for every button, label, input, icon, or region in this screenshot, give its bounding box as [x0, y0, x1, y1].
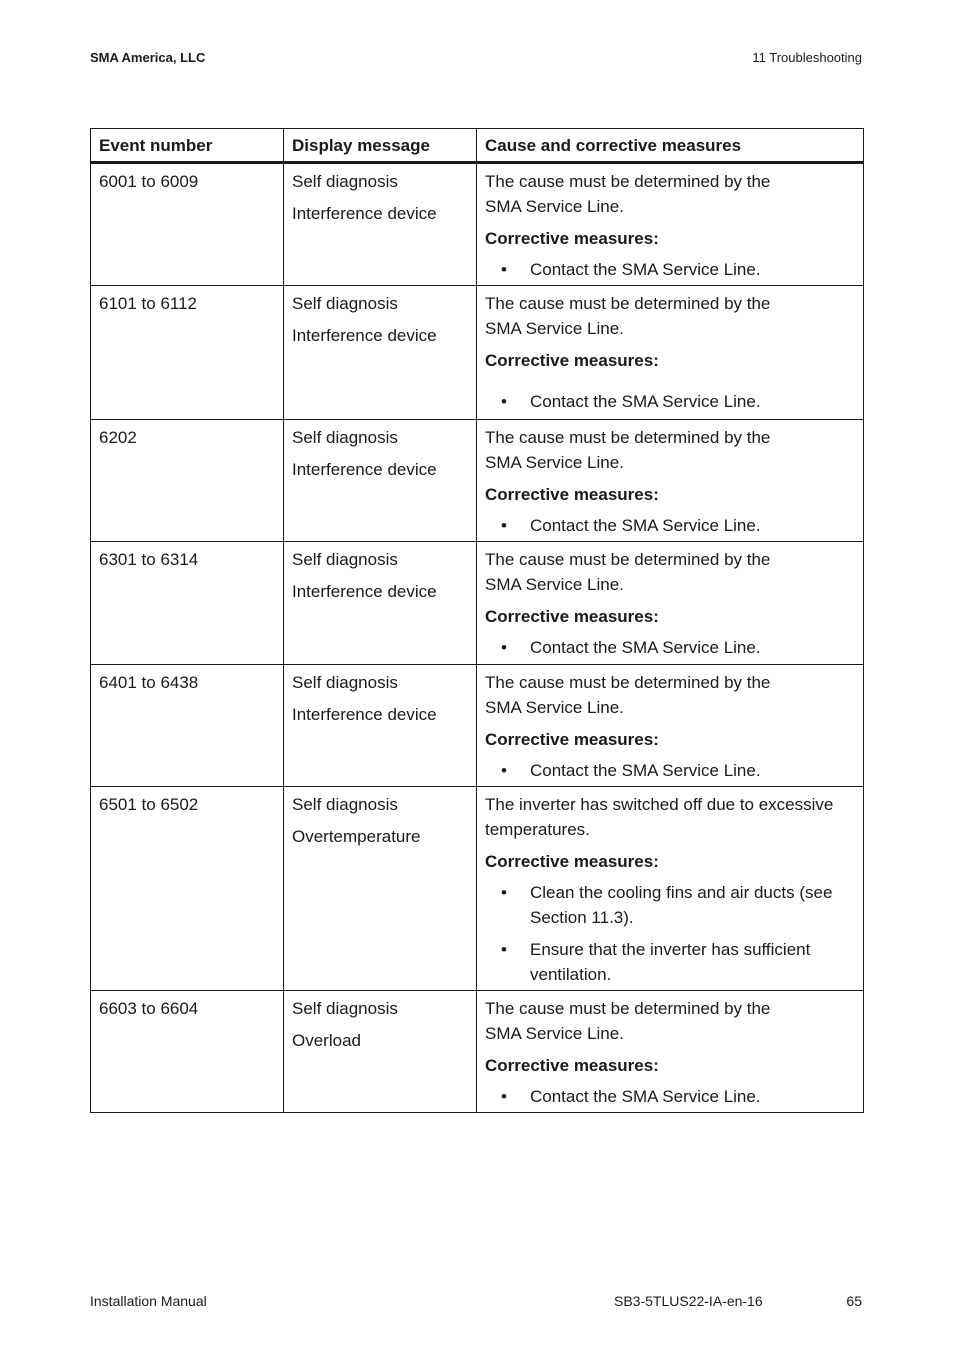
- display-message-cell: [284, 542, 477, 665]
- corrective-measures-label: Corrective measures:: [485, 852, 659, 871]
- corrective-measures-label: Corrective measures:: [485, 607, 659, 626]
- event-table: [90, 128, 864, 1113]
- table-header-row: [91, 129, 864, 163]
- cause-text: The cause must be determined by the: [485, 294, 771, 313]
- cause-text: The inverter has switched off due to excessive: [485, 795, 834, 814]
- cause-text: SMA Service Line.: [485, 197, 624, 216]
- measures-list: [485, 758, 855, 783]
- corrective-measures-label: Corrective measures:: [485, 351, 659, 370]
- cause-text: The cause must be determined by the: [485, 428, 771, 447]
- table-row: [91, 787, 864, 991]
- list-item: [485, 635, 855, 660]
- cause-text: SMA Service Line.: [485, 453, 624, 472]
- message-line: Interference device: [292, 460, 437, 479]
- message-line: Interference device: [292, 204, 437, 223]
- cause-text: The cause must be determined by the: [485, 673, 771, 692]
- display-message-cell: [284, 163, 477, 286]
- list-item: [485, 880, 855, 930]
- bullet-icon: •: [501, 516, 507, 535]
- cause-cell: [477, 665, 864, 787]
- event-number-cell: 6101 to 6112: [91, 286, 284, 420]
- message-line: Overtemperature: [292, 827, 421, 846]
- message-line: Self diagnosis: [292, 999, 398, 1018]
- measures-list: [485, 1084, 855, 1109]
- event-number-cell: 6401 to 6438: [91, 665, 284, 787]
- list-item: [485, 257, 855, 282]
- message-line: Self diagnosis: [292, 294, 398, 313]
- measure-text: Contact the SMA Service Line.: [530, 392, 761, 411]
- list-item: [485, 389, 855, 414]
- column-header-display-message: Display message: [284, 129, 477, 163]
- cause-cell: [477, 787, 864, 991]
- list-item: [485, 937, 855, 987]
- cause-text: The cause must be determined by the: [485, 999, 771, 1018]
- cause-text: The cause must be determined by the: [485, 172, 771, 191]
- list-item: [485, 1084, 855, 1109]
- cause-cell: [477, 163, 864, 286]
- cause-text: SMA Service Line.: [485, 575, 624, 594]
- message-line: Interference device: [292, 705, 437, 724]
- measures-list: [485, 880, 855, 987]
- list-item: [485, 513, 855, 538]
- table-row: [91, 286, 864, 420]
- cause-cell: [477, 991, 864, 1113]
- header-company: SMA America, LLC: [90, 50, 206, 65]
- measure-text: Contact the SMA Service Line.: [530, 1087, 761, 1106]
- message-line: Self diagnosis: [292, 428, 398, 447]
- message-line: Self diagnosis: [292, 673, 398, 692]
- footer-doc-code: SB3-5TLUS22-IA-en-16: [614, 1293, 763, 1309]
- table-row: [91, 163, 864, 286]
- measure-text: Contact the SMA Service Line.: [530, 761, 761, 780]
- list-item: [485, 758, 855, 783]
- message-line: Self diagnosis: [292, 550, 398, 569]
- cause-cell: [477, 542, 864, 665]
- measures-list: [485, 257, 855, 282]
- event-number-cell: 6603 to 6604: [91, 991, 284, 1113]
- cause-text: SMA Service Line.: [485, 1024, 624, 1043]
- table-row: [91, 665, 864, 787]
- display-message-cell: [284, 991, 477, 1113]
- bullet-icon: •: [501, 1087, 507, 1106]
- measure-text: Ensure that the inverter has sufficient ventilation.: [530, 940, 811, 984]
- bullet-icon: •: [501, 638, 507, 657]
- corrective-measures-label: Corrective measures:: [485, 730, 659, 749]
- display-message-cell: [284, 286, 477, 420]
- measures-list: [485, 513, 855, 538]
- corrective-measures-label: Corrective measures:: [485, 229, 659, 248]
- column-header-cause-measures: Cause and corrective measures: [477, 129, 864, 163]
- table-row: [91, 542, 864, 665]
- cause-cell: [477, 286, 864, 420]
- message-line: Interference device: [292, 326, 437, 345]
- bullet-icon: •: [501, 883, 507, 902]
- header-section: 11 Troubleshooting: [752, 50, 862, 65]
- measure-text: Contact the SMA Service Line.: [530, 638, 761, 657]
- cause-text: SMA Service Line.: [485, 319, 624, 338]
- column-header-event-number: Event number: [91, 129, 284, 163]
- bullet-icon: •: [501, 392, 507, 411]
- footer-doc-type: Installation Manual: [90, 1293, 207, 1309]
- message-line: Interference device: [292, 582, 437, 601]
- measure-text: Clean the cooling fins and air ducts (see Section 11.3).: [530, 883, 833, 927]
- measures-list: [485, 389, 855, 414]
- bullet-icon: •: [501, 761, 507, 780]
- table-row: [91, 420, 864, 542]
- cause-cell: [477, 420, 864, 542]
- event-number-cell: 6202: [91, 420, 284, 542]
- display-message-cell: [284, 420, 477, 542]
- event-number-cell: 6301 to 6314: [91, 542, 284, 665]
- message-line: Self diagnosis: [292, 172, 398, 191]
- corrective-measures-label: Corrective measures:: [485, 485, 659, 504]
- message-line: Overload: [292, 1031, 361, 1050]
- cause-text: temperatures.: [485, 820, 590, 839]
- corrective-measures-label: Corrective measures:: [485, 1056, 659, 1075]
- table-row: [91, 991, 864, 1113]
- page-number: 65: [846, 1293, 862, 1309]
- measure-text: Contact the SMA Service Line.: [530, 260, 761, 279]
- event-number-cell: 6501 to 6502: [91, 787, 284, 991]
- cause-text: The cause must be determined by the: [485, 550, 771, 569]
- cause-text: SMA Service Line.: [485, 698, 624, 717]
- measure-text: Contact the SMA Service Line.: [530, 516, 761, 535]
- display-message-cell: [284, 787, 477, 991]
- measures-list: [485, 635, 855, 660]
- bullet-icon: •: [501, 260, 507, 279]
- event-number-cell: 6001 to 6009: [91, 163, 284, 286]
- bullet-icon: •: [501, 940, 507, 959]
- message-line: Self diagnosis: [292, 795, 398, 814]
- display-message-cell: [284, 665, 477, 787]
